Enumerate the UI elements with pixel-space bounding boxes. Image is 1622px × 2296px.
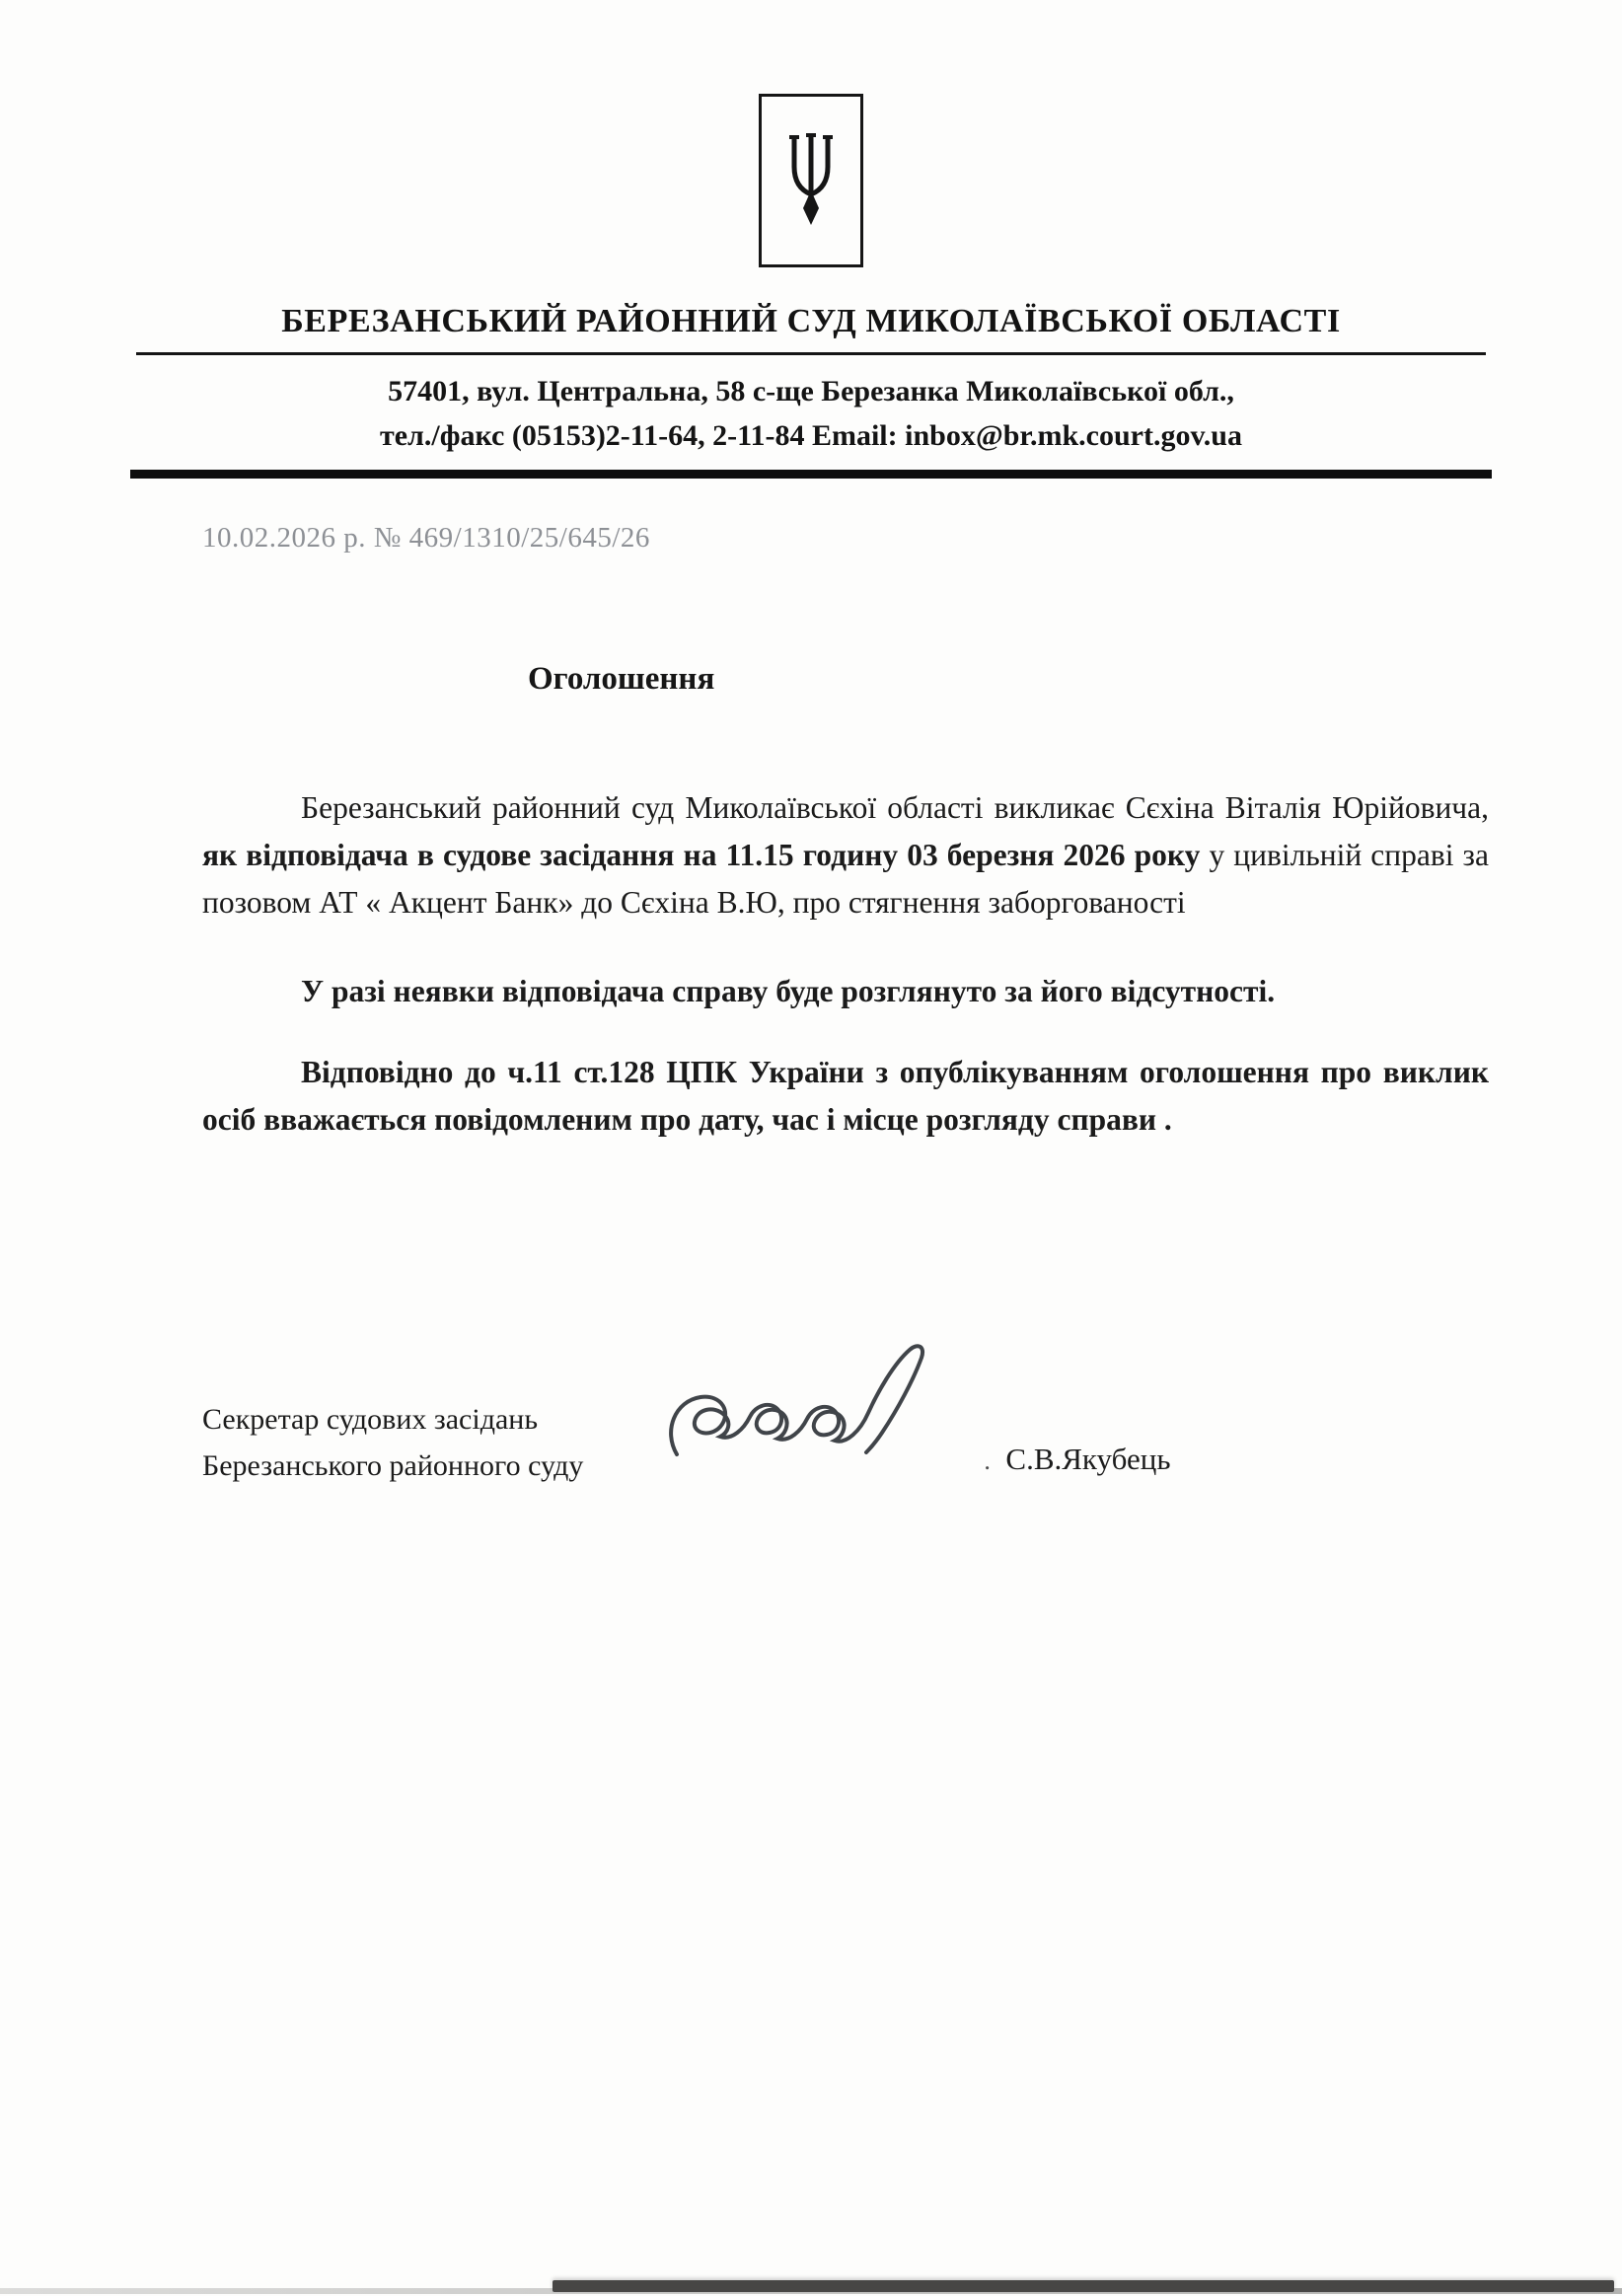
handwritten-signature <box>652 1336 978 1494</box>
signatory-name-text: С.В.Якубець <box>1005 1442 1171 1476</box>
document-title: Оголошення <box>528 661 715 697</box>
address-line-2: тел./факс (05153)2-11-64, 2-11-84 Email: inbox@br.mk.court.gov.ua <box>380 419 1242 452</box>
tryzub-emblem-glyph <box>779 126 843 235</box>
signature-block <box>202 1390 1622 1494</box>
body-paragraph-1 <box>202 784 1489 926</box>
reference-line: 10.02.2026 р. № 469/1310/25/645/26 <box>202 522 650 554</box>
scan-artifact-bar <box>553 2280 1614 2292</box>
tryzub-emblem-icon <box>759 94 863 267</box>
header-divider-thick <box>130 470 1492 479</box>
body-paragraph-2: У разі неявки відповідача справу буде розглянуто за його відсутності. <box>301 974 1276 1008</box>
body-paragraph-3: Відповідно до ч.11 ст.128 ЦПК України з опублікуванням оголошення про виклик осіб вважається повідомленим про дату, час і місце розгляду справи . <box>202 1055 1489 1137</box>
signatory-name <box>984 1442 1170 1477</box>
address-line-1: 57401, вул. Центральна, 58 с-ще Березанка Миколаївської обл., <box>388 375 1234 407</box>
signature-role <box>202 1396 583 1489</box>
letterhead <box>0 0 1622 479</box>
paragraph-1-segment-bold: як відповідача в судове засідання на 11.15 годину 03 березня 2026 року <box>202 838 1210 872</box>
signature-role-line-2: Березанського районного суду <box>202 1448 584 1482</box>
header-divider-thin <box>136 352 1486 355</box>
scan-dot-artifact: . <box>984 1446 991 1475</box>
signature-role-line-1: Секретар судових засідань <box>202 1402 539 1436</box>
paragraph-1-segment-normal: Березанський районний суд Миколаївської області викликає Сєхіна Віталія Юрійовича, <box>301 790 1489 825</box>
paragraph-1-segment-normal-2: у цивільній справі за позовом АТ « Акцент Банк» до Сєхіна В.Ю, про стягнення заборгованості <box>202 838 1489 920</box>
court-name: БЕРЕЗАНСЬКИЙ РАЙОННИЙ СУД МИКОЛАЇВСЬКОЇ ОБЛАСТІ <box>281 303 1341 339</box>
